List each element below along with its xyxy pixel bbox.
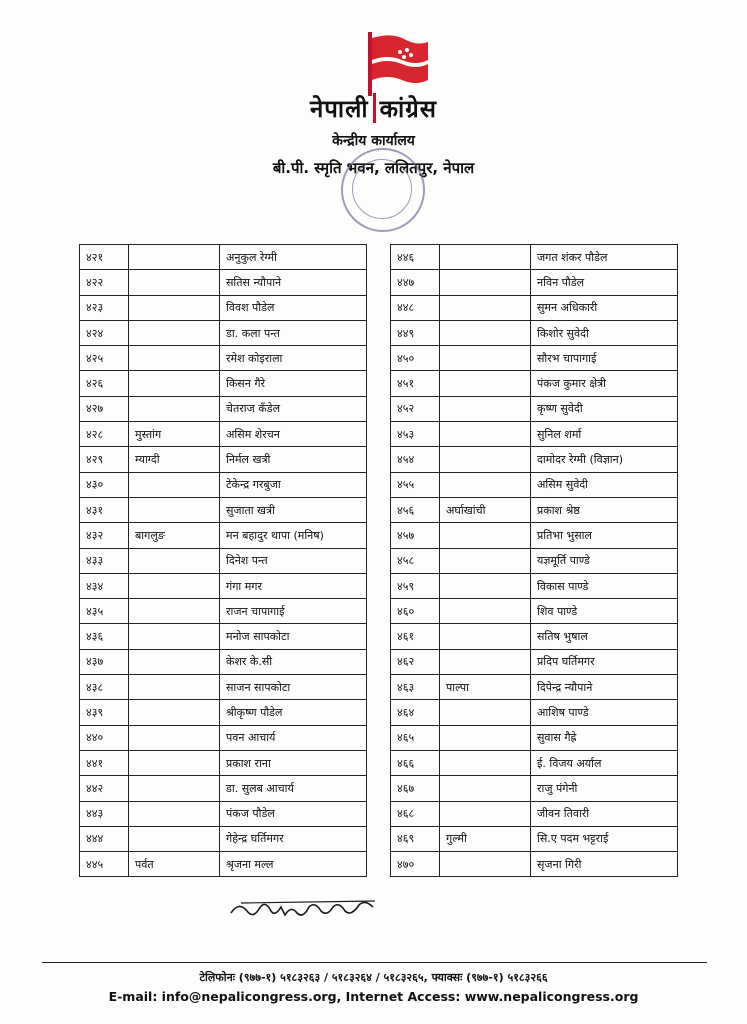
- party-name-left: नेपाली: [309, 95, 369, 123]
- district-name: [440, 649, 531, 674]
- serial-number: ४४७: [391, 270, 440, 295]
- table-row: [80, 599, 367, 624]
- table-row: [391, 826, 678, 851]
- district-name: पर्वत: [129, 852, 220, 877]
- table-row: [391, 346, 678, 371]
- district-name: [129, 472, 220, 497]
- roster-table-right: [390, 244, 678, 877]
- member-name: सुमन अधिकारी: [531, 295, 678, 320]
- district-name: [440, 523, 531, 548]
- office-address: बी.पी. स्मृति भवन, ललितपुर, नेपाल: [272, 159, 475, 177]
- district-name: [440, 776, 531, 801]
- serial-number: ४३८: [80, 675, 129, 700]
- table-row: [80, 700, 367, 725]
- district-name: [129, 573, 220, 598]
- table-row: [80, 245, 367, 270]
- district-name: [129, 750, 220, 775]
- table-row: [80, 624, 367, 649]
- serial-number: ४३१: [80, 497, 129, 522]
- district-name: [440, 700, 531, 725]
- serial-number: ४५५: [391, 472, 440, 497]
- serial-number: ४४६: [391, 245, 440, 270]
- district-name: [440, 396, 531, 421]
- district-name: [129, 371, 220, 396]
- member-name: राजु पंगेनी: [531, 776, 678, 801]
- member-name: किशोर सुवेदी: [531, 320, 678, 345]
- district-name: [440, 371, 531, 396]
- footer-contact: E-mail: info@nepalicongress.org, Internet Access: www.nepalicongress.org: [108, 989, 639, 1004]
- table-row: [80, 725, 367, 750]
- office-seal-stamp: [341, 148, 425, 232]
- table-row: [391, 523, 678, 548]
- member-name: सौरभ चापागाई: [531, 346, 678, 371]
- serial-number: ४२५: [80, 346, 129, 371]
- member-name: प्रकाश श्रेष्ठ: [531, 497, 678, 522]
- table-row: [391, 801, 678, 826]
- serial-number: ४५७: [391, 523, 440, 548]
- district-name: [129, 346, 220, 371]
- table-row: [391, 852, 678, 877]
- serial-number: ४५३: [391, 422, 440, 447]
- table-row: [391, 295, 678, 320]
- serial-number: ४४२: [80, 776, 129, 801]
- member-name: दिपेन्द्र न्यौपाने: [531, 675, 678, 700]
- serial-number: ४३३: [80, 548, 129, 573]
- member-name: पंकज पौडेल: [220, 801, 367, 826]
- serial-number: ४६१: [391, 624, 440, 649]
- table-row: [391, 599, 678, 624]
- member-name: श्रृजना मल्ल: [220, 852, 367, 877]
- serial-number: ४६७: [391, 776, 440, 801]
- serial-number: ४६०: [391, 599, 440, 624]
- district-name: [129, 624, 220, 649]
- serial-number: ४६२: [391, 649, 440, 674]
- table-row: [80, 675, 367, 700]
- district-name: [440, 346, 531, 371]
- member-name: सतिस न्यौपाने: [220, 270, 367, 295]
- member-name: असिम सुवेदी: [531, 472, 678, 497]
- serial-number: ४३२: [80, 523, 129, 548]
- district-name: [129, 548, 220, 573]
- member-name: अनुकुल रेग्मी: [220, 245, 367, 270]
- table-row: [80, 801, 367, 826]
- member-name: यज्ञमूर्ति पाण्डे: [531, 548, 678, 573]
- serial-number: ४२३: [80, 295, 129, 320]
- district-name: [129, 649, 220, 674]
- table-row: [80, 548, 367, 573]
- district-name: गुल्मी: [440, 826, 531, 851]
- table-row: [80, 447, 367, 472]
- serial-number: ४६४: [391, 700, 440, 725]
- member-name: रमेश कोइराला: [220, 346, 367, 371]
- handwritten-signature: [225, 893, 385, 927]
- member-name: राजन चापागाई: [220, 599, 367, 624]
- serial-number: ४४५: [80, 852, 129, 877]
- district-name: [440, 573, 531, 598]
- table-row: [80, 472, 367, 497]
- district-name: [129, 599, 220, 624]
- table-row: [391, 447, 678, 472]
- serial-number: ४४८: [391, 295, 440, 320]
- serial-number: ४३४: [80, 573, 129, 598]
- district-name: अर्घाखांची: [440, 497, 531, 522]
- roster-table-left: [79, 244, 367, 877]
- table-row: [391, 675, 678, 700]
- member-name: प्रदिप घर्तिमगर: [531, 649, 678, 674]
- footer-divider: [42, 962, 707, 963]
- table-row: [80, 346, 367, 371]
- district-name: [129, 245, 220, 270]
- table-row: [391, 548, 678, 573]
- party-name: [0, 92, 747, 125]
- serial-number: ४३९: [80, 700, 129, 725]
- serial-number: ४२८: [80, 422, 129, 447]
- member-name: जीवन तिवारी: [531, 801, 678, 826]
- serial-number: ४४०: [80, 725, 129, 750]
- district-name: [129, 320, 220, 345]
- district-name: [129, 270, 220, 295]
- member-name: सुनिल शर्मा: [531, 422, 678, 447]
- member-name: डा. कला पन्त: [220, 320, 367, 345]
- serial-number: ४५४: [391, 447, 440, 472]
- table-row: [80, 270, 367, 295]
- district-name: बागलुङ: [129, 523, 220, 548]
- serial-number: ४३०: [80, 472, 129, 497]
- member-name: श्रीकृष्ण पौडेल: [220, 700, 367, 725]
- member-name: सुवास गैह्रे: [531, 725, 678, 750]
- district-name: [129, 725, 220, 750]
- member-name: किसन गैरे: [220, 371, 367, 396]
- member-name: प्रतिभा भुसाल: [531, 523, 678, 548]
- serial-number: ४५१: [391, 371, 440, 396]
- table-row: [391, 371, 678, 396]
- flag-pole-divider: [373, 93, 376, 123]
- table-row: [80, 776, 367, 801]
- district-name: [440, 599, 531, 624]
- serial-number: ४७०: [391, 852, 440, 877]
- member-name: सतिष भुषाल: [531, 624, 678, 649]
- table-row: [80, 497, 367, 522]
- table-row: [391, 725, 678, 750]
- serial-number: ४५६: [391, 497, 440, 522]
- member-name: साजन सापकोटा: [220, 675, 367, 700]
- district-name: [440, 624, 531, 649]
- member-name: मन बहादुर थापा (मनिष): [220, 523, 367, 548]
- district-name: [440, 295, 531, 320]
- district-name: [440, 725, 531, 750]
- serial-number: ४६९: [391, 826, 440, 851]
- table-row: [80, 320, 367, 345]
- district-name: मुस्तांग: [129, 422, 220, 447]
- district-name: [129, 700, 220, 725]
- member-name: जगत शंकर पौडेल: [531, 245, 678, 270]
- table-row: [80, 750, 367, 775]
- member-name: सृजना गिरी: [531, 852, 678, 877]
- table-row: [391, 624, 678, 649]
- footer-phone: टेलिफोनः (९७७-१) ५१८३२६३ / ५१८३२६४ / ५१८३२६५, फ्याक्सः (९७७-१) ५१८३२६६: [199, 971, 548, 984]
- serial-number: ४५०: [391, 346, 440, 371]
- district-name: [129, 675, 220, 700]
- table-row: [391, 776, 678, 801]
- member-name: शिव पाण्डे: [531, 599, 678, 624]
- member-name: चेतराज कँडेल: [220, 396, 367, 421]
- district-name: [129, 497, 220, 522]
- party-name-right: कांग्रेस: [379, 95, 438, 123]
- district-name: [440, 801, 531, 826]
- district-name: [129, 295, 220, 320]
- serial-number: ४५८: [391, 548, 440, 573]
- table-row: [391, 649, 678, 674]
- serial-number: ४४९: [391, 320, 440, 345]
- table-row: [391, 270, 678, 295]
- district-name: [440, 320, 531, 345]
- serial-number: ४४३: [80, 801, 129, 826]
- serial-number: ४५२: [391, 396, 440, 421]
- member-name: आशिष पाण्डे: [531, 700, 678, 725]
- serial-number: ४६३: [391, 675, 440, 700]
- member-name: विवश पौडेल: [220, 295, 367, 320]
- member-name: डा. सुलब आचार्य: [220, 776, 367, 801]
- table-row: [80, 649, 367, 674]
- serial-number: ४३६: [80, 624, 129, 649]
- member-name: निर्मल खत्री: [220, 447, 367, 472]
- district-name: [129, 801, 220, 826]
- district-name: [440, 750, 531, 775]
- member-name: दामोदर रेग्मी (विज्ञान): [531, 447, 678, 472]
- member-name: दिनेश पन्त: [220, 548, 367, 573]
- table-row: [391, 245, 678, 270]
- member-name: ई. विजय अर्याल: [531, 750, 678, 775]
- member-name: असिम शेरचन: [220, 422, 367, 447]
- serial-number: ४२९: [80, 447, 129, 472]
- table-row: [80, 422, 367, 447]
- table-row: [80, 573, 367, 598]
- serial-number: ४२६: [80, 371, 129, 396]
- member-name: गंगा मगर: [220, 573, 367, 598]
- table-row: [391, 573, 678, 598]
- district-name: पाल्पा: [440, 675, 531, 700]
- district-name: [440, 422, 531, 447]
- serial-number: ४६८: [391, 801, 440, 826]
- table-row: [80, 523, 367, 548]
- district-name: [129, 396, 220, 421]
- table-row: [80, 371, 367, 396]
- serial-number: ४४१: [80, 750, 129, 775]
- district-name: [440, 245, 531, 270]
- member-name: कृष्ण सुवेदी: [531, 396, 678, 421]
- district-name: [129, 826, 220, 851]
- party-flag-logo: [362, 30, 432, 100]
- district-name: [440, 270, 531, 295]
- serial-number: ४२१: [80, 245, 129, 270]
- table-row: [80, 826, 367, 851]
- district-name: म्याग्दी: [129, 447, 220, 472]
- table-row: [391, 472, 678, 497]
- serial-number: ४३७: [80, 649, 129, 674]
- serial-number: ४२२: [80, 270, 129, 295]
- district-name: [440, 548, 531, 573]
- member-name: सुजाता खत्री: [220, 497, 367, 522]
- serial-number: ४६५: [391, 725, 440, 750]
- member-name: टेकेन्द्र गरबुजा: [220, 472, 367, 497]
- table-row: [80, 396, 367, 421]
- table-row: [80, 852, 367, 877]
- member-name: पवन आचार्य: [220, 725, 367, 750]
- member-name: गेहेन्द्र घर्तिमगर: [220, 826, 367, 851]
- table-row: [391, 422, 678, 447]
- member-name: सि.ए पदम भट्टराई: [531, 826, 678, 851]
- district-name: [129, 776, 220, 801]
- table-row: [391, 700, 678, 725]
- serial-number: ४२७: [80, 396, 129, 421]
- district-name: [440, 472, 531, 497]
- table-row: [391, 396, 678, 421]
- table-row: [391, 497, 678, 522]
- serial-number: ४६६: [391, 750, 440, 775]
- table-row: [391, 750, 678, 775]
- member-name: प्रकाश राना: [220, 750, 367, 775]
- member-name: केशर के.सी: [220, 649, 367, 674]
- table-row: [391, 320, 678, 345]
- member-name: नविन पौडेल: [531, 270, 678, 295]
- member-name: मनोज सापकोटा: [220, 624, 367, 649]
- table-row: [80, 295, 367, 320]
- serial-number: ४३५: [80, 599, 129, 624]
- office-name: केन्द्रीय कार्यालय: [332, 133, 415, 149]
- district-name: [440, 852, 531, 877]
- serial-number: ४२४: [80, 320, 129, 345]
- serial-number: ४४४: [80, 826, 129, 851]
- member-name: पंकज कुमार क्षेत्री: [531, 371, 678, 396]
- district-name: [440, 447, 531, 472]
- serial-number: ४५९: [391, 573, 440, 598]
- member-name: विकास पाण्डे: [531, 573, 678, 598]
